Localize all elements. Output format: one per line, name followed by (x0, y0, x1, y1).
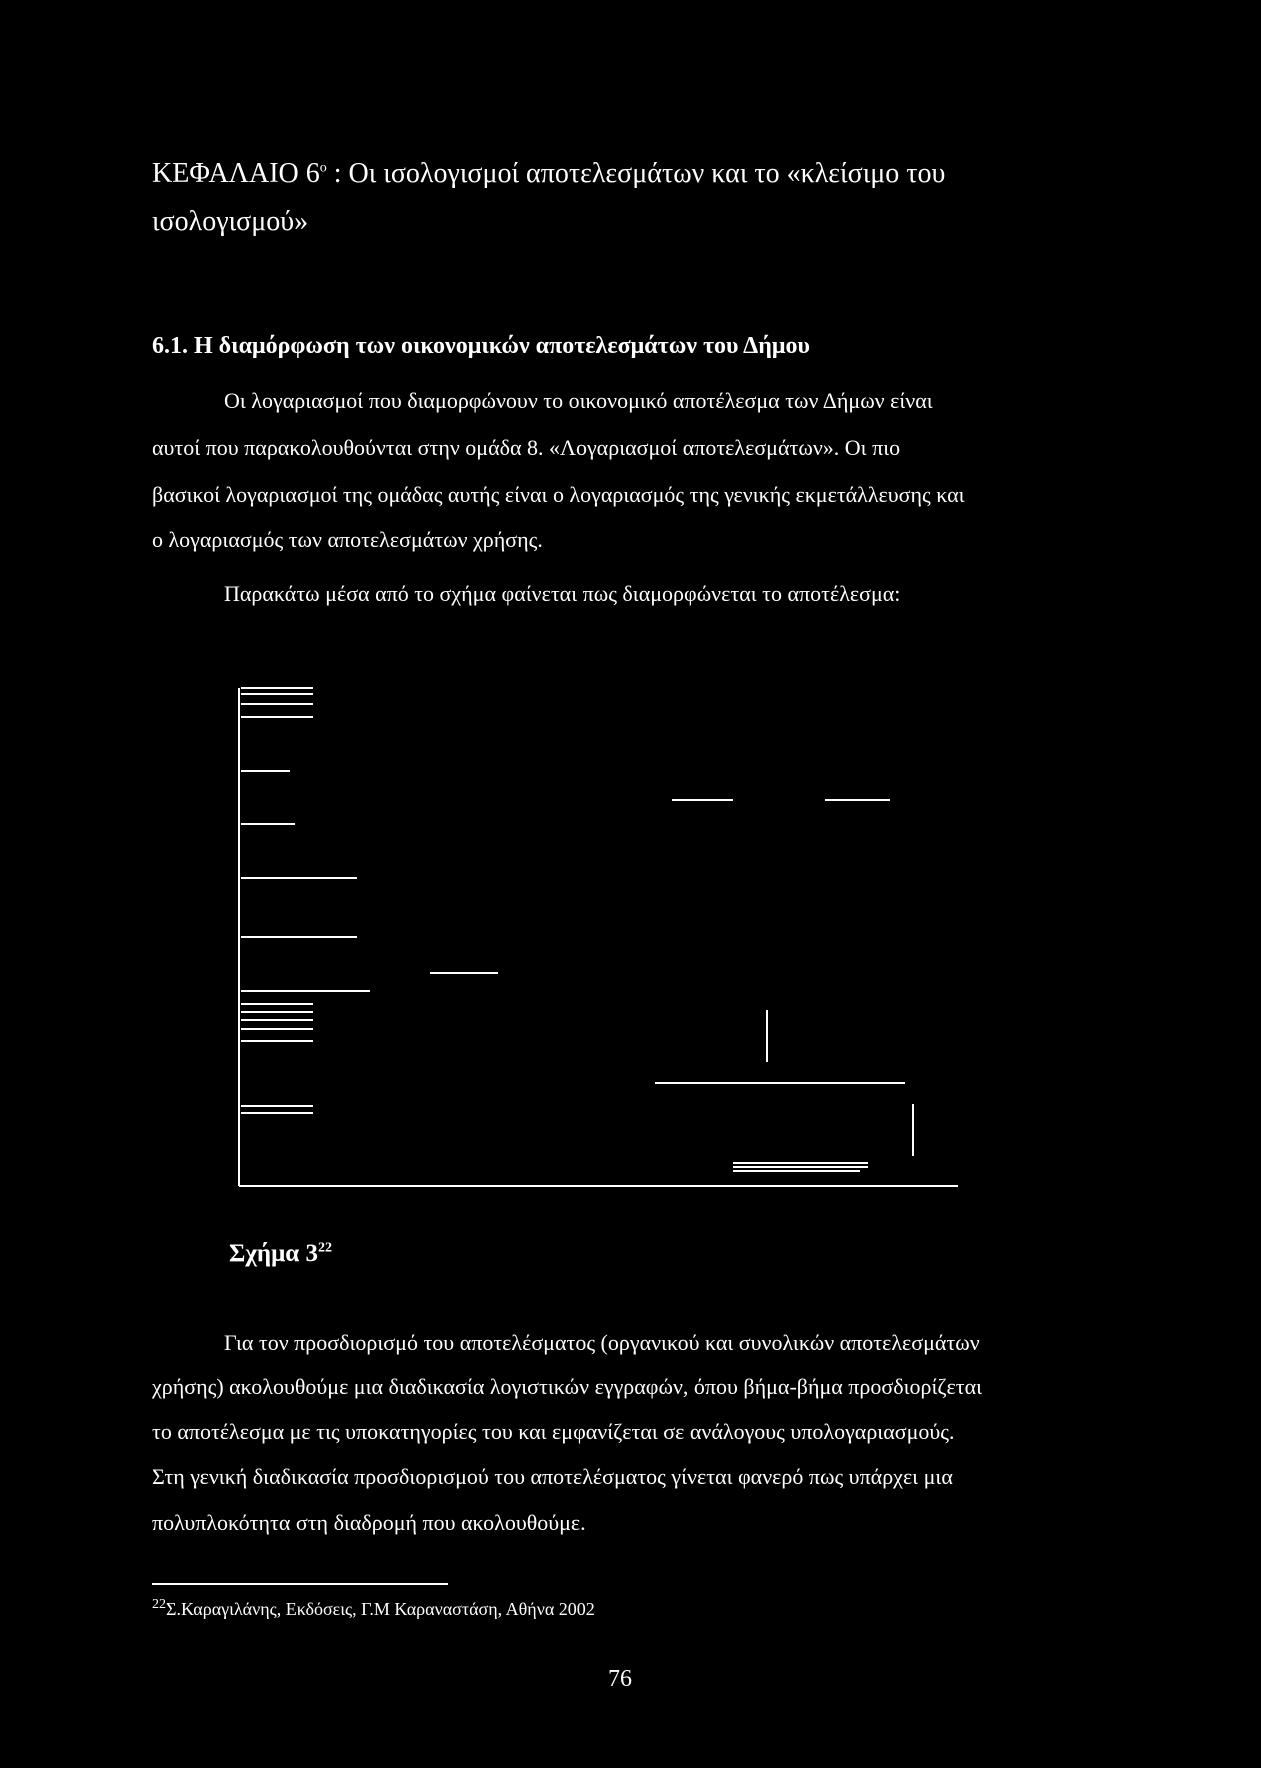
body-line-3: το αποτέλεσμα με τις υποκατηγορίες του και εμφανίζεται σε ανάλογους υπολογαριασμούς. (152, 1419, 955, 1444)
intro-line-1: Οι λογαριασμοί που διαμορφώνουν το οικονομικό αποτέλεσμα των Δήμων είναι (224, 388, 933, 413)
body-line-1: Για τον προσδιορισμό του αποτελέσματος (οργανικού και συνολικών αποτελεσμάτων (224, 1330, 980, 1355)
chapter-label: ΚΕΦΑΛΑΙΟ 6 (152, 158, 320, 189)
footnote-ref: 22 (152, 1597, 166, 1612)
section-title: Η διαμόρφωση των οικονομικών αποτελεσμάτων του Δήμου (194, 333, 810, 359)
chapter-superscript: ο (319, 160, 327, 176)
chapter-title-rest: : Οι ισολογισμοί αποτελεσμάτων και το «κλείσιμο του (326, 158, 946, 189)
intro-line-4: ο λογαριασμός των αποτελεσμάτων χρήσης. (152, 527, 543, 552)
section-number: 6.1. (152, 333, 188, 359)
footnote (152, 1597, 595, 1620)
figure-intro: Παρακάτω μέσα από το σχήμα φαίνεται πως διαμορφώνεται το αποτέλεσμα: (224, 581, 901, 606)
body-line-5: πολυπλοκότητα στη διαδρομή που ακολουθούμε. (152, 1510, 586, 1535)
chapter-title-line2: ισολογισμού» (152, 206, 309, 237)
intro-line-3: βασικοί λογαριασμοί της ομάδας αυτής είναι ο λογαριασμός της γενικής εκμετάλλευσης και (152, 482, 965, 507)
body-line-4: Στη γενική διαδικασία προσδιορισμού του αποτελέσματος γίνεται φανερό πως υπάρχει μια (152, 1464, 953, 1489)
page-number: 76 (608, 1666, 632, 1692)
footnote-separator (152, 1583, 448, 1585)
figure-caption (229, 1240, 332, 1268)
intro-line-2: αυτοί που παρακολουθούνται στην ομάδα 8. «Λογαριασμοί αποτελεσμάτων». Οι πιο (152, 435, 901, 460)
footnote-text: Σ.Καραγιλάνης, Εκδόσεις, Γ.Μ Καραναστάση, Αθήνα 2002 (166, 1599, 595, 1619)
figure-caption-ref: 22 (317, 1240, 332, 1256)
figure-caption-label: Σχήμα 3 (229, 1240, 318, 1267)
body-line-2: χρήσης) ακολουθούμε μια διαδικασία λογιστικών εγγραφών, όπου βήμα-βήμα προσδιορίζεται (152, 1374, 983, 1399)
